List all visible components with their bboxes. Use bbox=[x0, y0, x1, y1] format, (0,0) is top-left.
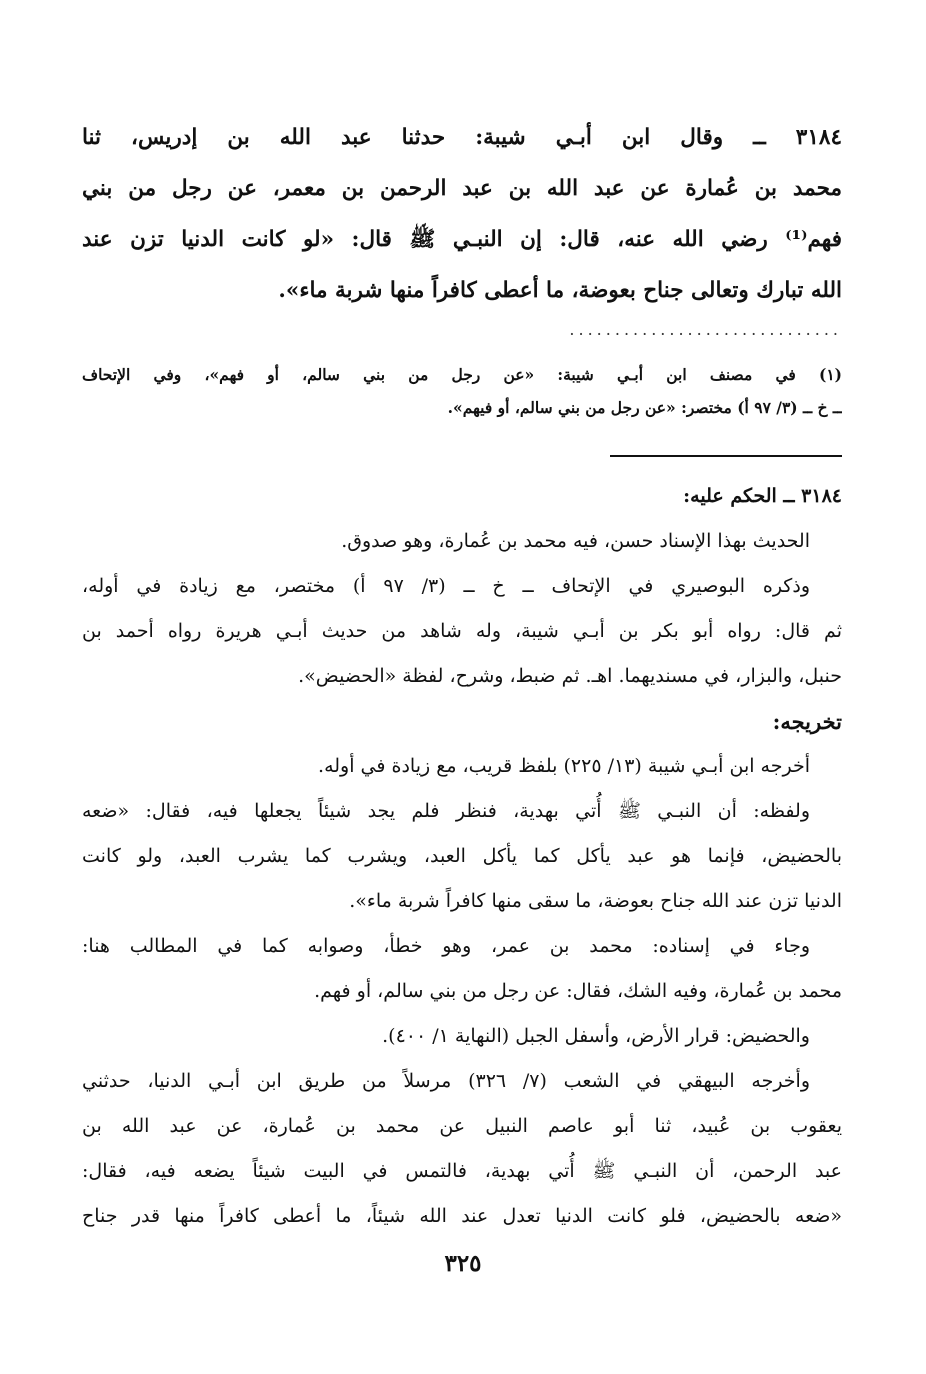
footnote bbox=[82, 358, 842, 424]
paragraph-line: أخرجه ابن أبـي شيبة (١٣/ ٢٢٥) بلفظ قريب، مع زيادة في أوله. bbox=[318, 755, 810, 777]
paragraph-line: وأخرجه البيهقي في الشعب (٧/ ٣٢٦) مرسلاً من طريق ابن أبـي الدنيا، حدثني bbox=[82, 1070, 811, 1092]
commentary-section bbox=[82, 474, 842, 1239]
hadith-line: فهم⁽¹⁾ رضي الله عنه، قال: إن النبـي ﷺ قال: «لو كانت الدنيا تزن عند bbox=[82, 227, 842, 252]
paragraph-line: والحضيض: قرار الأرض، وأسفل الجبل (النهاية ١/ ٤٠٠). bbox=[382, 1025, 810, 1047]
paragraph-line: الحديث بهذا الإسناد حسن، فيه محمد بن عُمارة، وهو صدوق. bbox=[341, 530, 810, 552]
paragraph-line: ولفظه: أن النبـي ﷺ أُتي بهدية، فنظر فلم يجد شيئاً يجعلها فيه، فقال: «ضعه bbox=[82, 800, 810, 822]
paragraph-line: بالحضيض، فإنما هو عبد يأكل كما يأكل العبد، ويشرب كما يشرب العبد، ولو كانت bbox=[82, 845, 842, 867]
divider-line bbox=[610, 455, 842, 457]
paragraph-line: الدنيا تزن عند الله جناح بعوضة، ما سقى منها كافراً شربة ماء». bbox=[349, 890, 842, 912]
hadith-line: محمد بن عُمارة عن عبد الله بن عبد الرحمن بن معمر، عن رجل من بني bbox=[82, 176, 842, 201]
section-heading-takhrij: تخريجه: bbox=[772, 709, 842, 734]
paragraph-line: حنبل، والبزار، في مسنديهما. اهـ. ثم ضبط، وشرح، لفظة «الحضيض». bbox=[298, 665, 842, 687]
paragraph-line: محمد بن عُمارة، وفيه الشك، فقال: عن رجل من بني سالم، أو فهم. bbox=[314, 980, 842, 1002]
paragraph-line: عبد الرحمن، أن النبـي ﷺ أُتي بهدية، فالتمس في البيت شيئاً يضعه فيه، فقال: bbox=[82, 1160, 842, 1182]
separator-dots: .............................. bbox=[569, 320, 842, 339]
paragraph-line: وجاء في إسناده: محمد بن عمر، وهو خطأ، وصوابه كما في المطالب هنا: bbox=[82, 935, 810, 957]
paragraph-line: ثم قال: رواه أبو بكر بن أبـي شيبة، وله شاهد من حديث أبـي هريرة رواه أحمد بن bbox=[82, 620, 842, 642]
section-heading-ruling: ٣١٨٤ ــ الحكم عليه: bbox=[683, 485, 842, 507]
paragraph-line: وذكره البوصيري في الإتحاف ــ خ ــ (٣/ ٩٧ أ) مختصر، مع زيادة في أوله، bbox=[82, 575, 810, 597]
paragraph-line: يعقوب بن عُبيد، ثنا أبو عاصم النبيل عن محمد بن عُمارة، عن عبد الله بن bbox=[82, 1115, 842, 1137]
hadith-line: ٣١٨٤ ــ وقال ابن أبـي شيبة: حدثنا عبد الله بن إدريس، ثنا bbox=[82, 125, 842, 150]
page-number: ٣٢٥ bbox=[444, 1250, 482, 1277]
footnote-line: ــ خ ــ (٣/ ٩٧ أ) مختصر: «عن رجل من بني سالم، أو فيهم». bbox=[447, 398, 842, 417]
hadith-line: الله تبارك وتعالى جناح بعوضة، ما أعطى كافراً منها شربة ماء». bbox=[278, 278, 842, 303]
footnote-line: (١) في مصنف ابن أبـي شيبة: «عن رجل من بني سالم، أو فهم»، وفي الإتحاف bbox=[82, 365, 842, 384]
paragraph-line: «ضعه بالحضيض، فلو كانت الدنيا تعدل عند الله شيئاً، ما أعطى كافراً منها قدر جناح bbox=[82, 1205, 842, 1227]
hadith-text bbox=[82, 112, 842, 316]
